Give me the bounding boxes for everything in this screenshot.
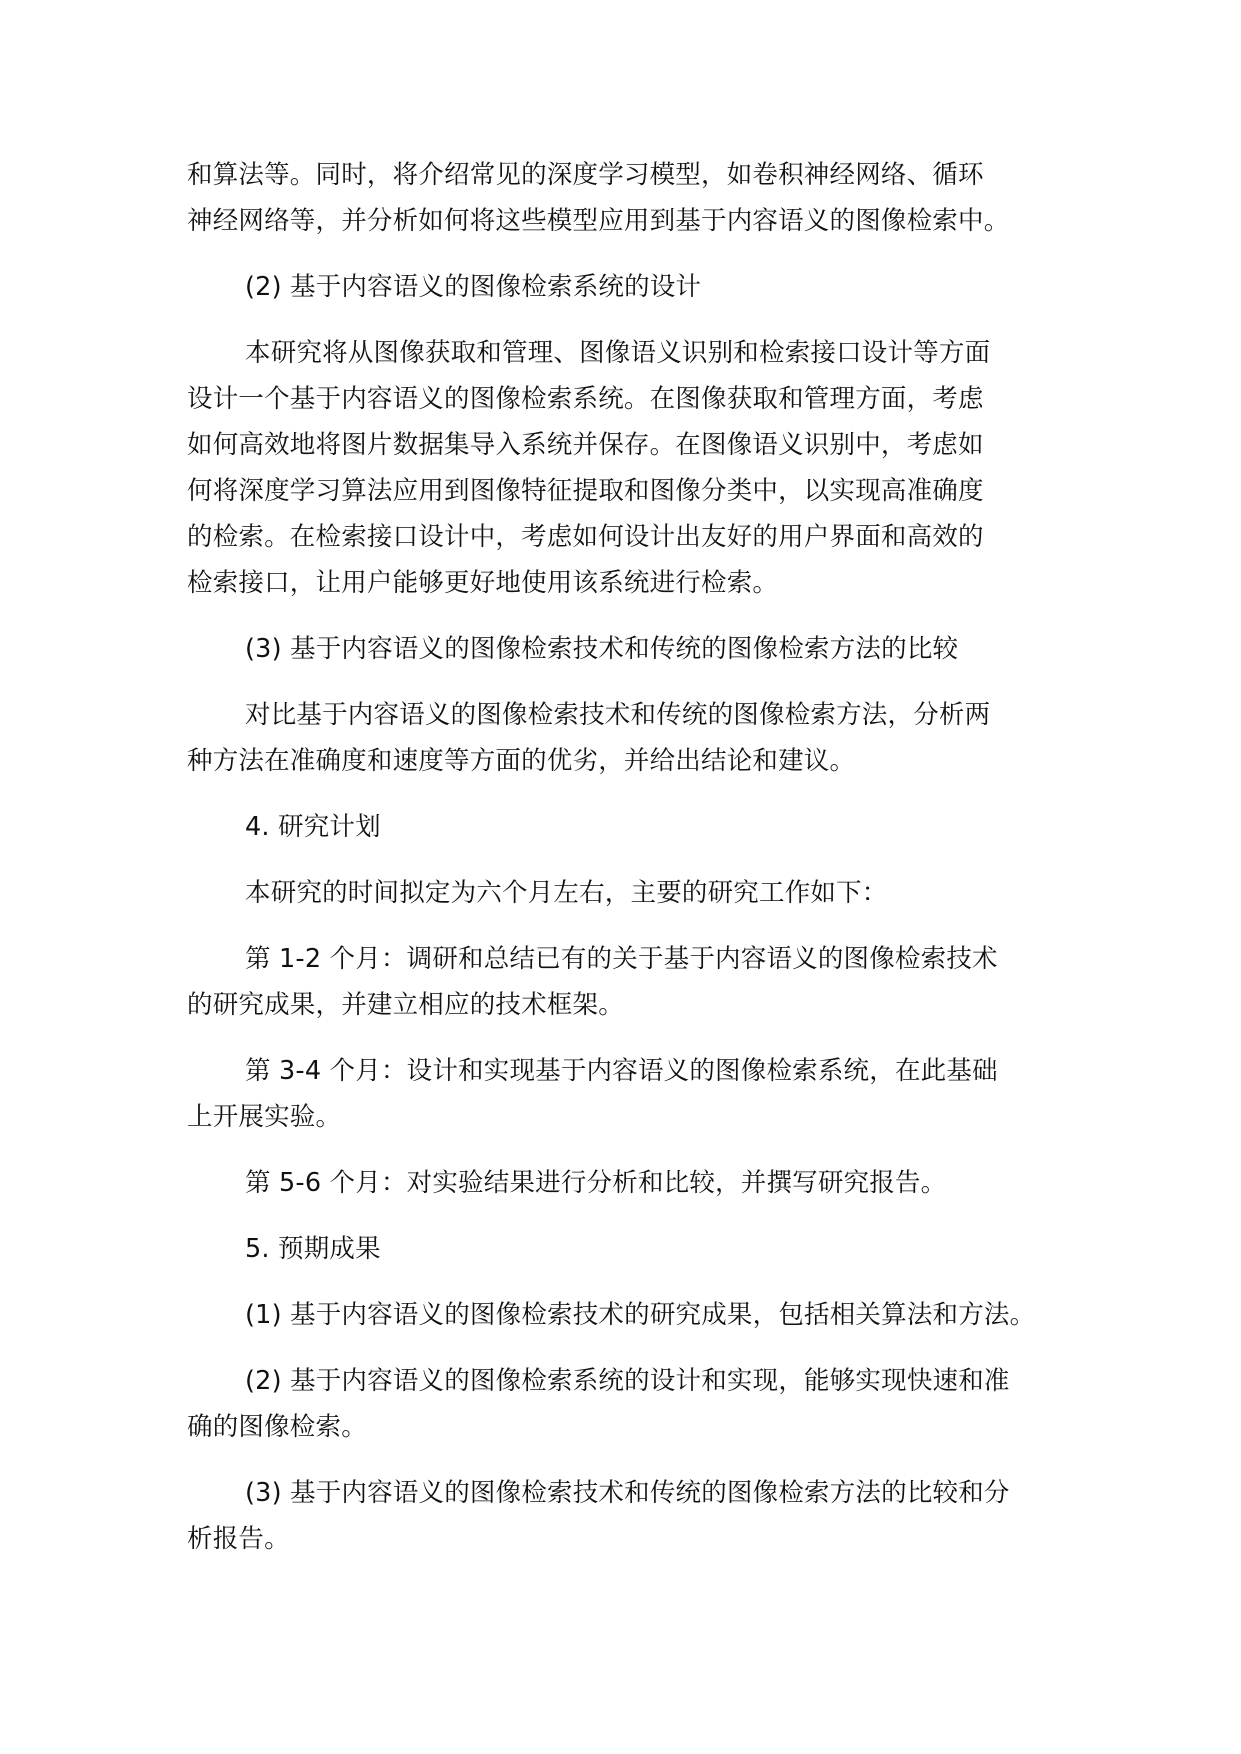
text-line: 如何高效地将图片数据集导入系统并保存。在图像语义识别中，考虑如 bbox=[187, 430, 984, 460]
text-line: 第 3-4 个月：设计和实现基于内容语义的图像检索系统，在此基础 bbox=[245, 1056, 998, 1086]
text-line: 对比基于内容语义的图像检索技术和传统的图像检索方法，分析两 bbox=[245, 700, 991, 730]
text-line: 确的图像检索。 bbox=[187, 1412, 367, 1442]
text-line: 和算法等。同时，将介绍常见的深度学习模型，如卷积神经网络、循环 bbox=[187, 160, 984, 190]
section-heading: (2) 基于内容语义的图像检索系统的设计 bbox=[245, 272, 702, 302]
text-line: (3) 基于内容语义的图像检索技术和传统的图像检索方法的比较和分 bbox=[245, 1478, 1010, 1508]
section-heading: (3) 基于内容语义的图像检索技术和传统的图像检索方法的比较 bbox=[245, 634, 959, 664]
text-line: 析报告。 bbox=[187, 1524, 290, 1554]
text-line: 的检索。在检索接口设计中，考虑如何设计出友好的用户界面和高效的 bbox=[187, 522, 984, 552]
section-heading: 5. 预期成果 bbox=[245, 1234, 381, 1264]
text-line: 种方法在准确度和速度等方面的优劣，并给出结论和建议。 bbox=[187, 746, 856, 776]
text-line: 神经网络等，并分析如何将这些模型应用到基于内容语义的图像检索中。 bbox=[187, 206, 1010, 236]
text-line: 检索接口，让用户能够更好地使用该系统进行检索。 bbox=[187, 568, 779, 598]
text-line: 本研究的时间拟定为六个月左右，主要的研究工作如下： bbox=[245, 878, 888, 908]
text-line: 第 5-6 个月：对实验结果进行分析和比较，并撰写研究报告。 bbox=[245, 1168, 947, 1198]
text-line: (1) 基于内容语义的图像检索技术的研究成果，包括相关算法和方法。 bbox=[245, 1300, 1036, 1330]
text-line: 的研究成果，并建立相应的技术框架。 bbox=[187, 990, 624, 1020]
section-heading: 4. 研究计划 bbox=[245, 812, 381, 842]
text-line: 何将深度学习算法应用到图像特征提取和图像分类中，以实现高准确度 bbox=[187, 476, 984, 506]
text-line: 第 1-2 个月：调研和总结已有的关于基于内容语义的图像检索技术 bbox=[245, 944, 998, 974]
text-line: 本研究将从图像获取和管理、图像语义识别和检索接口设计等方面 bbox=[245, 338, 991, 368]
text-line: 上开展实验。 bbox=[187, 1102, 342, 1132]
text-line: (2) 基于内容语义的图像检索系统的设计和实现，能够实现快速和准 bbox=[245, 1366, 1010, 1396]
text-line: 设计一个基于内容语义的图像检索系统。在图像获取和管理方面，考虑 bbox=[187, 384, 984, 414]
